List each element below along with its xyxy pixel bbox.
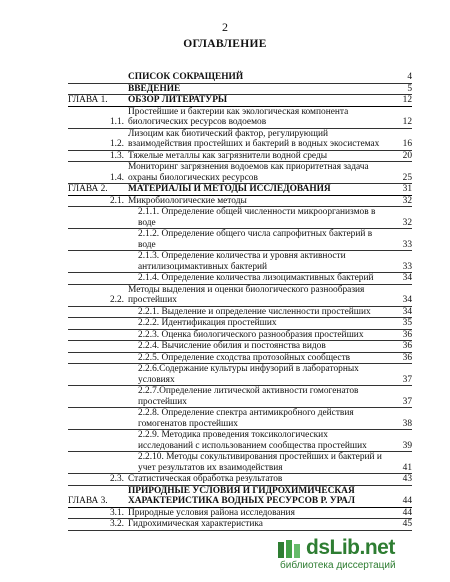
toc-entry-title: 2.2.9. Методика проведения токсикологических исследований с использованием сообщества простейших [138, 430, 367, 451]
toc-entry-title: ВВЕДЕНИЕ [128, 83, 181, 94]
toc-row[interactable] [68, 251, 412, 273]
toc-entry-number [68, 408, 128, 430]
toc-entry-page: 35 [402, 318, 412, 328]
toc-row[interactable] [68, 318, 412, 330]
toc-entry-number [68, 386, 128, 408]
toc-row[interactable] [68, 128, 412, 150]
watermark-tagline: библиотека диссертаций [280, 560, 396, 571]
toc-entry-title: Гидрохимическая характеристика [128, 519, 263, 529]
toc-entry-page: 33 [402, 239, 412, 250]
toc-entry-number: 1.3. [109, 150, 124, 161]
toc-entry-number [68, 452, 128, 474]
toc-entry-page: 34 [402, 273, 412, 283]
toc-entry-number: ГЛАВА 1. [68, 95, 108, 105]
toc-entry-title: 2.1.1. Определение общей численности микроорганизмов в воде [138, 207, 376, 228]
toc-row[interactable] [68, 341, 412, 353]
toc-row[interactable] [68, 284, 412, 306]
toc-entry-title: ОБЗОР ЛИТЕРАТУРЫ [128, 95, 228, 105]
toc-entry-number [68, 251, 128, 273]
toc-row[interactable] [68, 229, 412, 251]
toc-row[interactable] [68, 195, 412, 207]
toc-entry-number: 1.2. [109, 139, 124, 149]
toc-row[interactable] [68, 430, 412, 452]
toc-row[interactable] [68, 352, 412, 364]
toc-entry-number: 1.1. [109, 117, 124, 127]
toc-entry-number [68, 273, 128, 285]
toc-entry-number: 2.2. [109, 295, 124, 305]
toc-entry-title: 2.2.1. Выделение и определение численности простейших [138, 306, 371, 317]
toc-entry-page: 41 [402, 462, 412, 473]
toc-row[interactable] [68, 364, 412, 386]
toc-entry-page: 5 [407, 83, 412, 94]
toc-entry-page: 37 [402, 396, 412, 407]
toc-entry-title: 2.1.4. Определение количества лизоцимактивных бактерий [138, 273, 374, 283]
toc-entry-title: 2.2.7.Определение литической активности гомогенатов простейших [138, 386, 359, 407]
toc-row[interactable] [68, 72, 412, 83]
toc-entry-page: 36 [402, 341, 412, 351]
toc-entry-number [68, 352, 128, 364]
toc-entry-title: СПИСОК СОКРАЩЕНИЙ [128, 72, 244, 82]
toc-row[interactable] [68, 162, 412, 184]
toc-chapter-row[interactable] [68, 485, 412, 507]
toc-entry-number [68, 364, 128, 386]
toc-entry-number: ГЛАВА 3. [68, 496, 108, 506]
toc-entry-page: 31 [402, 184, 412, 194]
table-of-contents [68, 72, 412, 531]
toc-entry-number [68, 72, 128, 83]
toc-entry-number [68, 341, 128, 353]
toc-entry-title: 2.2.3. Оценка биологического разнообразия простейших [138, 329, 364, 340]
toc-entry-page: 32 [402, 217, 412, 228]
toc-entry-title: ПРИРОДНЫЕ УСЛОВИЯ И ГИДРОХИМИЧЕСКАЯ ХАРАКТЕРИСТИКА ВОДНЫХ РЕСУРСОВ Р. УРАЛ [128, 485, 355, 506]
toc-entry-number: 2.1. [109, 195, 124, 206]
toc-row[interactable] [68, 474, 412, 486]
toc-entry-page: 38 [402, 418, 412, 429]
toc-entry-page: 4 [407, 72, 412, 82]
toc-entry-title: 2.2.4. Вычисление обилия и постоянства видов [138, 341, 326, 351]
toc-entry-page: 20 [402, 150, 412, 161]
toc-row[interactable] [68, 207, 412, 229]
toc-chapter-row[interactable] [68, 184, 412, 196]
toc-row[interactable] [68, 273, 412, 285]
toc-entry-title: МАТЕРИАЛЫ И МЕТОДЫ ИССЛЕДОВАНИЯ [128, 184, 331, 194]
toc-entry-title: 2.2.5. Определение сходства протозойных сообществ [138, 352, 351, 363]
toc-entry-number [68, 318, 128, 330]
toc-entry-number [68, 83, 128, 95]
toc-row[interactable] [68, 452, 412, 474]
toc-entry-number [68, 430, 128, 452]
dslib-logo-icon [276, 538, 302, 560]
toc-row[interactable] [68, 150, 412, 162]
toc-entry-title: Мониторинг загрязнения водоемов как приоритетная задача охраны биологических ресурсов [128, 162, 369, 183]
toc-entry-page: 44 [402, 496, 412, 506]
toc-row[interactable] [68, 507, 412, 519]
toc-entry-page: 12 [402, 95, 412, 105]
toc-entry-title: Методы выделения и оценки биологического разнообразия простейших [128, 284, 365, 305]
toc-entry-page: 25 [402, 172, 412, 183]
toc-entry-title: 2.2.10. Методы сокультивирования простейших и бактерий и учет результатов их взаимодействия [138, 452, 382, 473]
toc-entry-title: Лизоцим как биотический фактор, регулирующий взаимодействия простейших и бактерий в водных экосистемах [128, 128, 380, 149]
toc-entry-page: 16 [402, 139, 412, 149]
toc-row[interactable] [68, 386, 412, 408]
toc-entry-page: 12 [402, 117, 412, 127]
toc-entry-number: 1.4. [109, 172, 124, 183]
toc-row[interactable] [68, 306, 412, 318]
toc-entry-page: 45 [402, 519, 412, 529]
toc-row[interactable] [68, 106, 412, 128]
toc-entry-title: 2.2.2. Идентификация простейших [138, 318, 277, 328]
toc-entry-number: 2.3. [109, 474, 124, 484]
watermark [276, 536, 444, 576]
toc-row[interactable] [68, 329, 412, 341]
toc-entry-number: 3.1. [109, 507, 124, 518]
toc-entry-page: 34 [402, 306, 412, 317]
toc-entry-number [68, 306, 128, 318]
toc-entry-title: Тяжелые металлы как загрязнители водной среды [128, 150, 328, 161]
toc-entry-title: Статистическая обработка результатов [128, 474, 283, 484]
watermark-logo-text: dsLib.net [306, 536, 395, 559]
toc-chapter-row[interactable] [68, 95, 412, 107]
toc-row[interactable] [68, 408, 412, 430]
toc-entry-number: ГЛАВА 2. [68, 184, 108, 194]
toc-entry-title: 2.2.8. Определение спектра антимикробного действия гомогенатов простейших [138, 408, 354, 429]
toc-row[interactable] [68, 519, 412, 531]
toc-entry-number: 3.2. [109, 519, 124, 529]
toc-entry-page: 39 [402, 440, 412, 451]
toc-entry-page: 33 [402, 261, 412, 272]
page-number: 2 [222, 20, 228, 34]
toc-entry-page: 43 [402, 474, 412, 484]
toc-entry-title: Микробиологические методы [128, 195, 247, 206]
toc-entry-title: Природные условия района исследования [128, 507, 295, 518]
toc-entry-title: 2.2.6.Содержание культуры инфузорий в лабораторных условиях [138, 364, 359, 385]
toc-entry-page: 37 [402, 374, 412, 385]
toc-entry-title: 2.1.2. Определение общего числа сапрофитных бактерий в воде [138, 229, 373, 250]
toc-entry-page: 32 [402, 195, 412, 206]
toc-row[interactable] [68, 83, 412, 95]
toc-title: ОГЛАВЛЕНИЕ [183, 38, 267, 50]
toc-entry-page: 34 [402, 295, 412, 305]
toc-entry-title: Простейшие и бактерии как экологическая компонента биологических ресурсов водоемов [128, 106, 349, 127]
toc-entry-title: 2.1.3. Определение количества и уровня активности антилизоцимактивных бактерий [138, 251, 346, 272]
toc-entry-number [68, 229, 128, 251]
toc-entry-page: 36 [402, 352, 412, 363]
toc-entry-number [68, 329, 128, 341]
toc-entry-number [68, 207, 128, 229]
toc-entry-page: 44 [402, 507, 412, 518]
toc-entry-page: 36 [402, 329, 412, 340]
